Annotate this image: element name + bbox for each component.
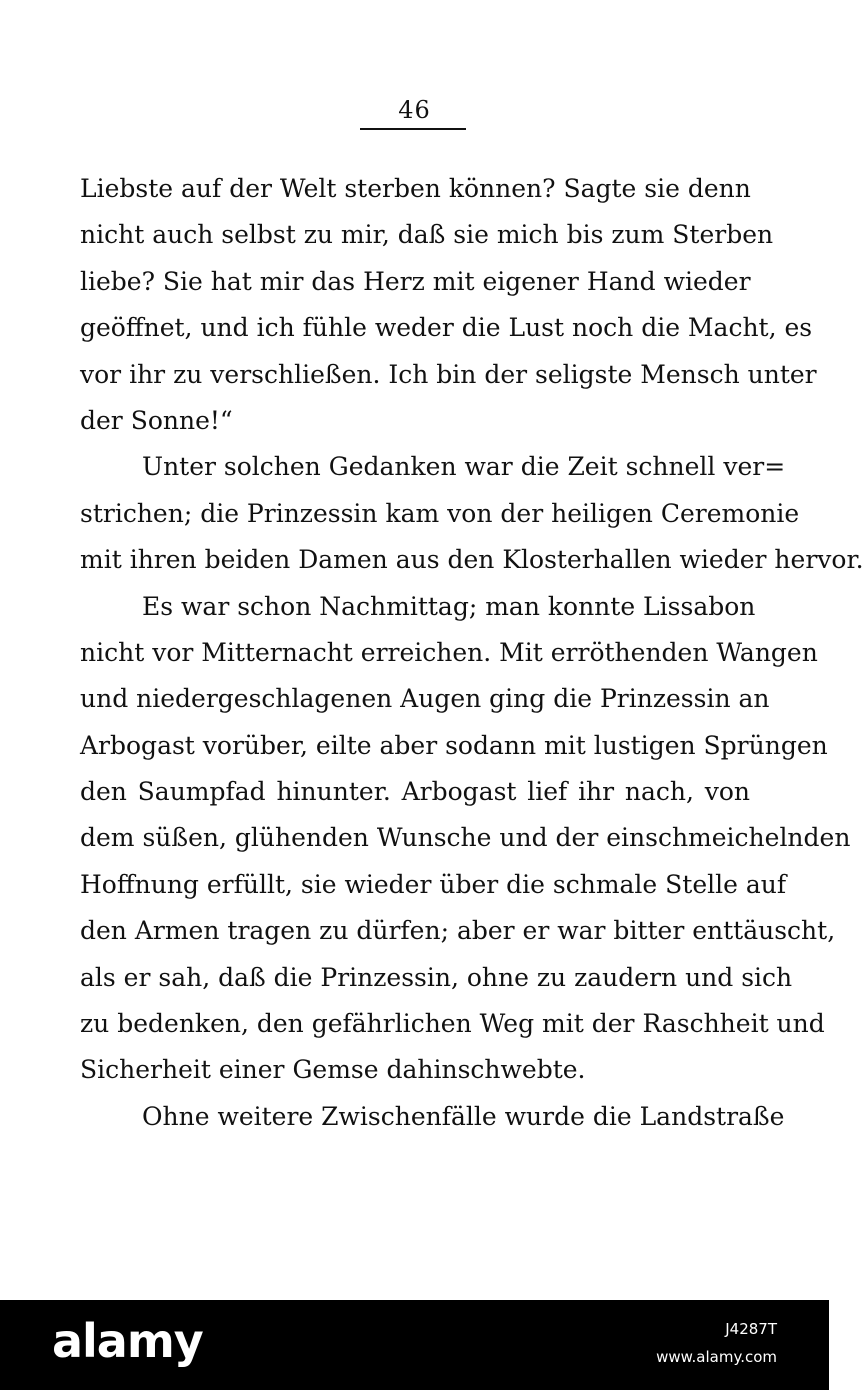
text-line: den Armen tragen zu dürfen; aber er war bitter enttäuscht, [80, 916, 836, 946]
text-line: nicht vor Mitternacht erreichen. Mit erröthenden Wangen [80, 637, 818, 667]
text-line: Ohne weitere Zwischenfälle wurde die Landstraße [142, 1101, 785, 1131]
body-text [80, 166, 864, 1140]
text-line: Es war schon Nachmittag; man konnte Lissabon [142, 591, 756, 621]
text-line: Unter solchen Gedanken war die Zeit schnell ver= [142, 452, 786, 482]
text-line: den Saumpfad hinunter. Arbogast lief ihr nach, von [80, 777, 750, 807]
text-line: mit ihren beiden Damen aus den Klosterhallen wieder hervor. [80, 545, 864, 575]
text-line: und niedergeschlagenen Augen ging die Prinzessin an [80, 684, 770, 714]
page-number-rule [360, 128, 466, 130]
text-line: Arbogast vorüber, eilte aber sodann mit lustigen Sprüngen [80, 730, 828, 760]
text-line: vor ihr zu verschließen. Ich bin der seligste Mensch unter [80, 359, 817, 389]
text-line: Liebste auf der Welt sterben können? Sagte sie denn [80, 174, 751, 203]
alamy-logo: alamy [52, 1314, 203, 1368]
text-line: der Sonne!“ [80, 405, 233, 435]
text-line: zu bedenken, den gefährlichen Weg mit der Raschheit und [80, 1009, 825, 1039]
text-line: nicht auch selbst zu mir, daß sie mich bis zum Sterben [80, 220, 774, 250]
text-line: als er sah, daß die Prinzessin, ohne zu zaudern und sich [80, 962, 793, 992]
page-number: 46 [398, 96, 431, 124]
text-line: dem süßen, glühenden Wunsche und der einschmeichelnden [80, 823, 851, 853]
text-line: Hoffnung erfüllt, sie wieder über die schmale Stelle auf [80, 869, 787, 899]
text-line: liebe? Sie hat mir das Herz mit eigener Hand wieder [80, 266, 751, 296]
watermark-bar [0, 1300, 829, 1390]
text-line: Sicherheit einer Gemse dahinschwebte. [80, 1055, 586, 1085]
image-id: J4287T [725, 1320, 777, 1338]
text-line: strichen; die Prinzessin kam von der heiligen Ceremonie [80, 498, 800, 528]
text-line: geöffnet, und ich fühle weder die Lust noch die Macht, es [80, 313, 813, 343]
watermark-url: www.alamy.com [656, 1348, 777, 1366]
